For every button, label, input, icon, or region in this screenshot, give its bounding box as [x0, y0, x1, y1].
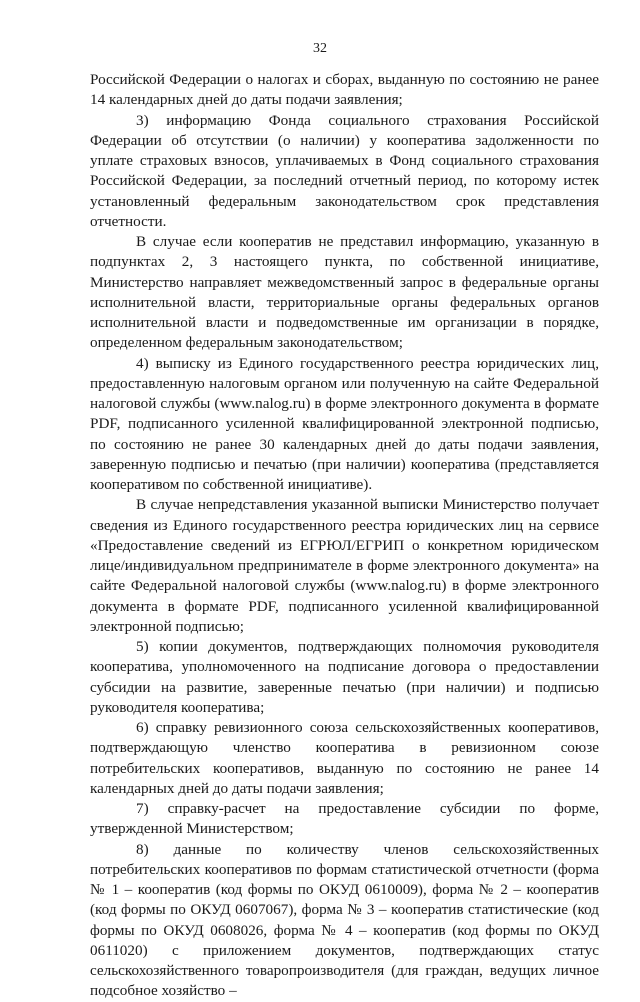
- paragraph-item-5: 5) копии документов, подтверждающих полномочия руководителя кооператива, уполномоченного на подписание договора о предоставлении субсидии на развитие, заверенные печатью (при наличии) и подписью руководителя кооператива;: [90, 638, 599, 716]
- paragraph-item-6: 6) справку ревизионного союза сельскохозяйственных кооперативов, подтверждающую членство кооператива в ревизионном союзе потребительских кооперативов, выданную по состоянию не ранее 14 календарных дней до даты подачи заявления;: [90, 719, 599, 797]
- paragraph-item-8: 8) данные по количеству членов сельскохозяйственных потребительских кооперативов по формам статистической отчетности (форма № 1 – кооператив (код формы по ОКУД 0610009), форма № 2 – кооператив (код формы по ОКУД 0607067), форма № 3 – кооператив статистические (код формы по ОКУД 0608026, форма № 4 – кооператив (код формы по ОКУД 0611020) с приложением документов, подтверждающих статус сельскохозяйственного товаропроизводителя (для граждан, ведущих личное подсобное хозяйство –: [90, 840, 599, 1000]
- paragraph-item-7: 7) справку-расчет на предоставление субсидии по форме, утвержденной Министерством;: [90, 800, 599, 838]
- paragraph-continuation: Российской Федерации о налогах и сборах, выданную по состоянию не ранее 14 календарных дней до даты подачи заявления;: [90, 71, 599, 109]
- paragraph-item-3: 3) информацию Фонда социального страхования Российской Федерации об отсутствии (о наличии) у кооператива задолженности по уплате страховых взносов, уплачиваемых в Фонд социального страхования Российской Федерации, за последний отчетный период, по которому истек установленный федеральным законодательством срок представления отчетности.: [90, 111, 599, 230]
- document-body: [90, 70, 599, 1002]
- paragraph-interagency-request: В случае если кооператив не представил информацию, указанную в подпунктах 2, 3 настоящего пункта, по собственной инициативе, Министерство направляет межведомственный запрос в федеральные органы исполнительной власти, территориальные органы федеральных органов исполнительной власти и подведомственные им организации в порядке, определенном федеральным законодательством;: [90, 233, 599, 352]
- page-number: 32: [313, 41, 327, 56]
- paragraph-item-4: 4) выписку из Единого государственного реестра юридических лиц, предоставленную налоговым органом или полученную на сайте Федеральной налоговой службы (www.nalog.ru) в форме электронного документа в формате PDF, подписанного усиленной квалифицированной электронной подписью, по состоянию не ранее 30 календарных дней до даты подачи заявления, заверенную подписью и печатью (при наличии) кооператива (представляется кооперативом по собственной инициативе).: [90, 354, 599, 493]
- paragraph-extract-not-provided: В случае непредставления указанной выписки Министерство получает сведения из Единого государственного реестра юридических лиц на сервисе «Предоставление сведений из ЕГРЮЛ/ЕГРИП о конкретном юридическом лице/индивидуальном предпринимателе в форме электронного документа» на сайте Федеральной налоговой службы (www.nalog.ru) в форме электронного документа в формате PDF, подписанного усиленной квалифицированной электронной подписью;: [90, 496, 599, 635]
